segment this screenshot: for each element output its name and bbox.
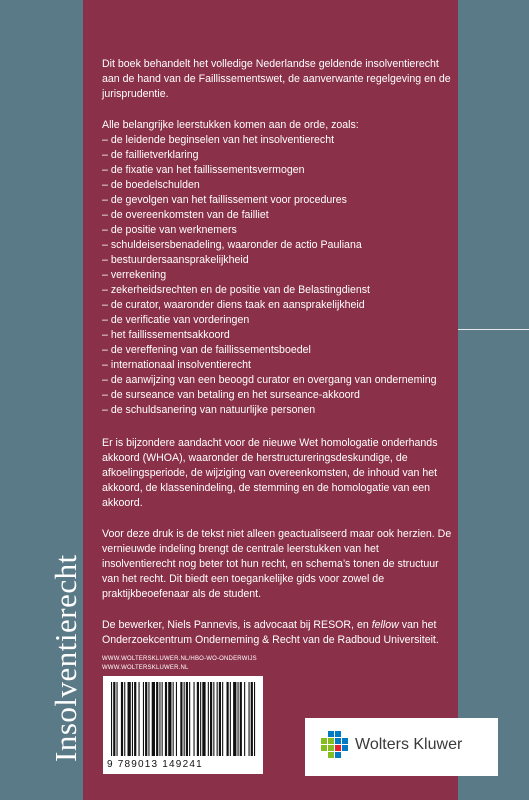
publisher-name: Wolters Kluwer (355, 736, 463, 753)
list-item: – de faillietverklaring (102, 149, 199, 161)
list-item: – de aanwijzing van een beoogd curator en overgang van onderneming (102, 374, 437, 386)
list-item: – verrekening (102, 269, 167, 281)
list-item: – bestuurdersaansprakelijkheid (102, 254, 249, 266)
list-item: – de verificatie van vorderingen (102, 314, 250, 326)
list-item: – de surseance van betaling en het surseance-akkoord (102, 389, 360, 401)
whoa-paragraph: Er is bijzondere aandacht voor de nieuwe Wet homologatie onderhands akkoord (WHOA), waaronder de herstructureringsdeskundige, de afkoelingsperiode, de wijziging van overeenkomsten, de inhoud van het akkoord, de klassenindeling, de stemming en de homologatie van een akkoord. (102, 437, 438, 509)
list-item: – het faillissementsakkoord (102, 329, 230, 341)
edition-paragraph: Voor deze druk is de tekst niet alleen geactualiseerd maar ook herzien. De vernieuwde indeling brengt de centrale leerstukken van het insolventierecht nog beter tot hun recht, en schema’s tonen de structuur van het recht. Dit biedt een toegankelijke gids voor zowel de praktijkbeoefenaar als de student. (102, 528, 452, 600)
list-item: – internationaal insolventierecht (102, 359, 251, 371)
topics-list (102, 133, 454, 418)
topics-intro: Alle belangrijke leerstukken komen aan de orde, zoals: (102, 119, 359, 131)
wolters-kluwer-logo-icon (321, 731, 349, 759)
list-item: – de vereffening van de faillissementsboedel (102, 344, 311, 356)
list-item: – de gevolgen van het faillissement voor procedures (102, 194, 347, 206)
author-fellow: fellow (371, 619, 399, 631)
description-text (102, 57, 454, 648)
list-item: – de leidende beginselen van het insolventierecht (102, 134, 335, 146)
barcode-bars (103, 676, 263, 760)
publisher-logo (305, 718, 498, 776)
list-item: – de schuldsanering van natuurlijke personen (102, 404, 316, 416)
spine-title: Insolventierecht (48, 554, 83, 762)
url-main: WWW.WOLTERSKLUWER.NL (102, 665, 189, 671)
list-item: – de curator, waaronder diens taak en aansprakelijkheid (102, 299, 365, 311)
list-item: – de boedelschulden (102, 179, 200, 191)
list-item: – schuldeisersbenadeling, waaronder de actio Pauliana (102, 239, 362, 251)
intro-paragraph: Dit boek behandelt het volledige Nederlandse geldende insolventierecht aan de hand van de Faillissementswet, de aanverwante regelgeving en de jurisprudentie. (102, 58, 451, 100)
edge-rule (458, 329, 529, 330)
author-text: De bewerker, Niels Pannevis, is advocaat bij RESOR, en (102, 619, 372, 631)
list-item: – de fixatie van het faillissementsvermogen (102, 164, 305, 176)
list-item: – de positie van werknemers (102, 224, 237, 236)
publisher-urls (102, 655, 257, 673)
author-paragraph (102, 618, 454, 648)
list-item: – zekerheidsrechten en de positie van de Belastingdienst (102, 284, 370, 296)
url-education: WWW.WOLTERSKLUWER.NL/HBO-WO-ONDERWIJS (102, 656, 257, 662)
barcode (103, 676, 263, 774)
author-text-end: van het Onderzoekcentrum Onderneming & Recht van de Radboud Universiteit. (102, 619, 439, 646)
list-item: – de overeenkomsten van de failliet (102, 209, 269, 221)
isbn-digits: 9 789013 149241 (107, 759, 203, 770)
